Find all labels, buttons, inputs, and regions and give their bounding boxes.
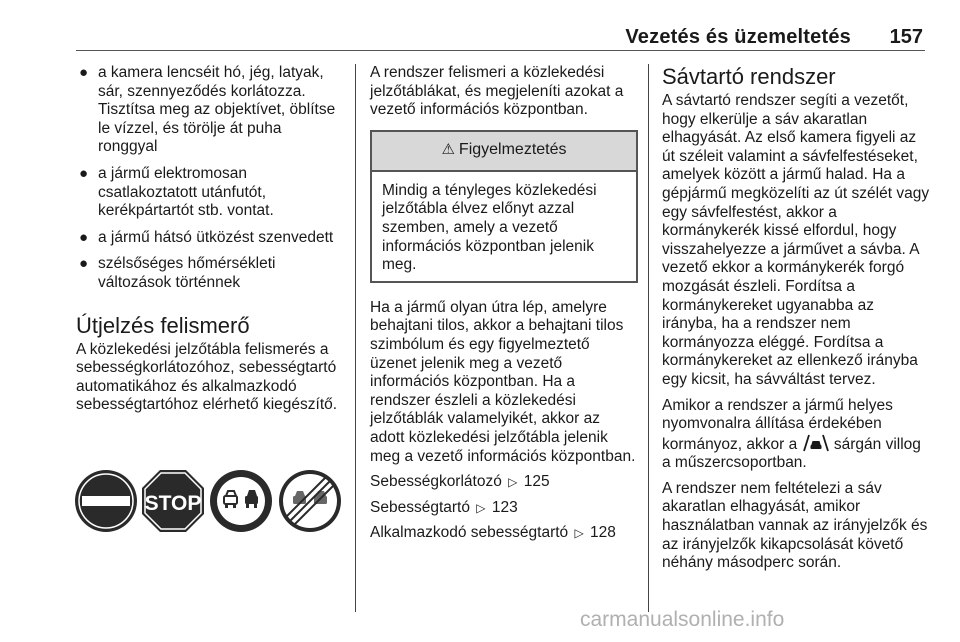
- bullet-icon: ●: [79, 228, 89, 246]
- reference-arrow-icon: ▷: [476, 500, 486, 515]
- section-heading-lane-keep: Sávtartó rendszer: [662, 64, 836, 89]
- warning-header: [372, 132, 636, 172]
- lane-keep-assist-icon: [802, 434, 830, 452]
- cross-reference: Sebességtartó ▷ 123: [370, 498, 518, 516]
- end-no-overtaking-sign-icon: [279, 470, 341, 532]
- warning-box: [370, 130, 638, 283]
- paragraph: A sávtartó rendszer segíti a vezetőt, hogy elkerülje a sáv akaratlan elhagyását. Az első kamera figyeli az út széleit valamint a sávfelfestéseket, amelyek között a jármű halad. Ha a gépjármű megközelíti az út szélét vagy egy sávfelfestést, akkor a kormánykerék kissé elfordul, hogy visszahelyezze a járművet a sávba. A vezető ekkor a kormánykerék forgó mozgását észleli. Fordítsa a kormánykereket ugyanabba az irányba, ha a rendszer nem kormányozza eléggé. Fordítsa a kormánykereket az ellenkező irányba egy kicsit, ha sávváltást tervez.: [662, 92, 930, 388]
- stop-sign-text: STOP: [144, 492, 202, 515]
- stop-sign-icon: [142, 470, 204, 532]
- column-right: [662, 64, 930, 580]
- paragraph: A közlekedési jelzőtábla felismerés a sebességkorlátozóhoz, sebességtartó automatikához és alkalmazkodó sebességtartóhoz elérhető kiegészítő.: [76, 340, 338, 414]
- condition-list: [76, 64, 344, 293]
- paragraph: Ha a jármű olyan útra lép, amelyre behajtani tilos, akkor a behajtani tilos szimbólum és egy figyelmeztető üzenet jelenik meg a vezető információs központban. Ha a rendszer észleli a közlekedési jelzőtáblák valamelyikét, akkor az adott közlekedési jelzőtábla jelenik meg a vezető információs központban.: [370, 298, 636, 465]
- no-entry-sign-icon: [75, 470, 137, 532]
- list-item: ● a kamera lencséit hó, jég, latyak, sár, szennyeződés korlátozza. Tisztítsa meg az objektívet, öblítse le vízzel, és törölje át puha ronggyal: [79, 64, 336, 156]
- cross-reference: Alkalmazkodó sebességtartó ▷ 128: [370, 524, 616, 542]
- column-middle: [370, 64, 638, 550]
- bullet-icon: ●: [79, 255, 89, 273]
- list-item: ● a jármű hátsó ütközést szenvedett: [79, 228, 334, 246]
- reference-arrow-icon: ▷: [574, 526, 584, 541]
- traffic-signs-illustration: [73, 468, 343, 534]
- section-title: Vezetés és üzemeltetés: [625, 26, 851, 48]
- bullet-icon: ●: [79, 64, 89, 81]
- paragraph: A rendszer nem feltételezi a sáv akaratlan elhagyását, amikor használatban vannak az irányjelzők és az irányjelzők kikapcsolását követő néhány másodperc során.: [662, 479, 928, 572]
- no-overtaking-sign-icon: [210, 470, 272, 532]
- column-divider: [355, 64, 356, 612]
- reference-arrow-icon: ▷: [508, 475, 518, 490]
- warning-icon: ⚠: [441, 141, 455, 159]
- column-left: [76, 64, 344, 422]
- list-item: ● szélsőséges hőmérsékleti változások történnek: [79, 255, 276, 291]
- watermark: carmanualsonline.info: [580, 608, 785, 631]
- column-divider: [648, 64, 649, 612]
- page-header: [76, 26, 925, 51]
- paragraph: Amikor a rendszer a jármű helyes nyomvonalra állítása érdekében kormányoz, akkor a sárgán villog a műszercsoportban.: [662, 396, 921, 472]
- section-heading-sign-recognition: Útjelzés felismerő: [76, 312, 250, 338]
- warning-text: Mindig a tényleges közlekedési jelzőtábla élvez előnyt azzal szemben, amely a vezető információs központban jelenik meg.: [382, 181, 597, 274]
- bullet-icon: ●: [79, 164, 89, 182]
- cross-reference: Sebességkorlátozó ▷ 125: [370, 473, 550, 491]
- paragraph: A rendszer felismeri a közlekedési jelzőtáblákat, és megjeleníti azokat a vezető információs központban.: [370, 64, 624, 119]
- list-item: ● a jármű elektromosan csatlakoztatott utánfutót, kerékpártartót stb. vontat.: [79, 164, 274, 220]
- page-number: 157: [889, 26, 923, 48]
- warning-title: Figyelmeztetés: [458, 141, 567, 159]
